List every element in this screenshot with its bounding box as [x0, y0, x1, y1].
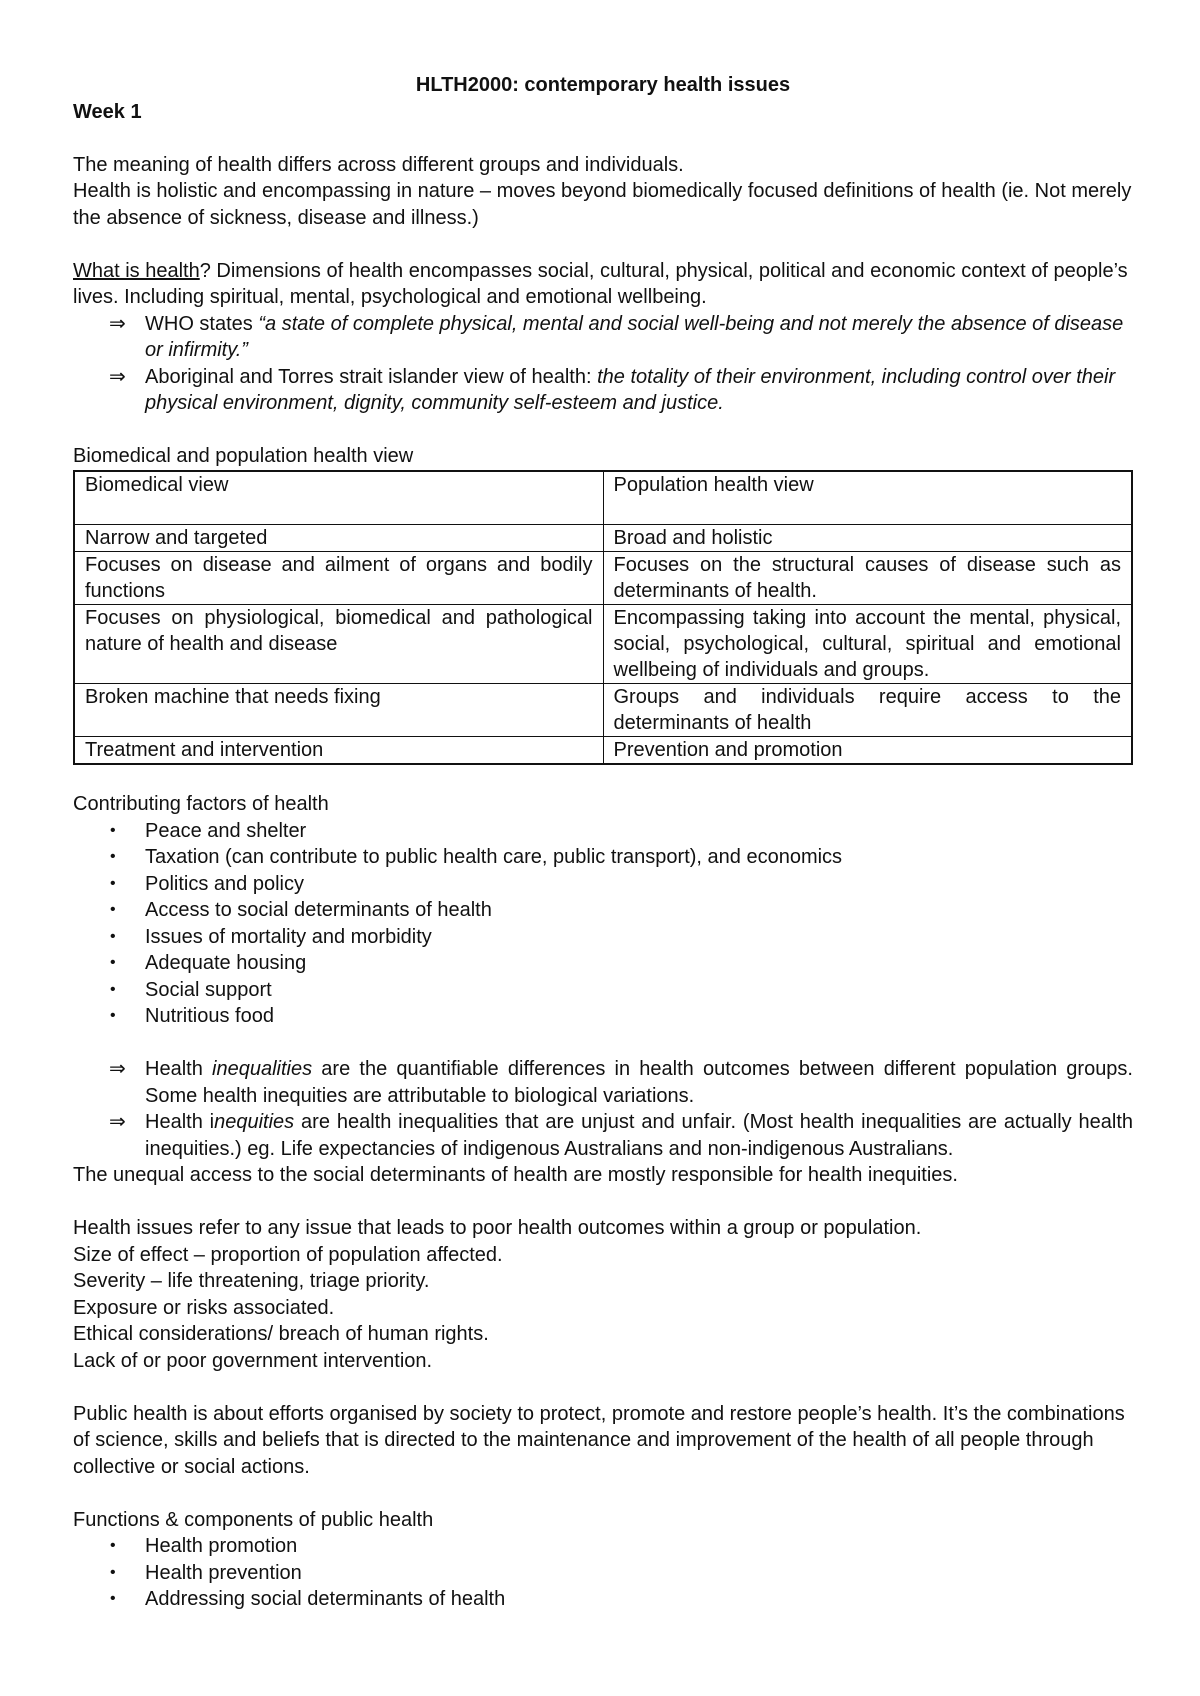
contributing-list	[73, 818, 1133, 1030]
table-cell: Prevention and promotion	[603, 736, 1132, 764]
document-page	[73, 72, 1133, 1613]
functions-heading: Functions & components of public health	[73, 1508, 434, 1531]
document-title: HLTH2000: contemporary health issues	[415, 74, 791, 96]
arrow-icon: ⇒	[109, 1058, 126, 1080]
what-is-health-link[interactable]: What is health	[73, 259, 200, 282]
bullet-icon: •	[110, 954, 116, 971]
issues-line: Lack of or poor government intervention.	[73, 1349, 433, 1372]
bullet-icon: •	[110, 901, 116, 918]
who-quote: “a state of complete physical, mental and social well-being and not merely the absence of disease or infirmity.”	[145, 312, 1124, 361]
arrow-icon: ⇒	[109, 1111, 126, 1133]
public-health-paragraph: Public health is about efforts organised by society to protect, promote and restore people’s health. It’s the combinations of science, skills and beliefs that is directed to the maintenance and improvement of the health of all people through collective or social actions.	[73, 1402, 1125, 1478]
inequities-definition: ⇒ Health inequities are health inequalities that are unjust and unfair. (Most health inequalities are actually health inequities.) eg. Life expectancies of indigenous Australians and non-indigenous Australians.	[109, 1111, 1133, 1160]
bullet-icon: •	[110, 1590, 116, 1607]
table-cell: Encompassing taking into account the mental, physical, social, psychological, cultural, spiritual and emotional wellbeing of individuals and groups.	[603, 604, 1132, 683]
bullet-icon: •	[110, 874, 116, 892]
list-item: • Taxation (can contribute to public health care, public transport), and economics	[73, 844, 1133, 871]
what-is-health-paragraph	[73, 258, 1133, 311]
table-header-row	[74, 471, 1132, 525]
week-heading: Week 1	[73, 100, 142, 123]
list-item: • Issues of mortality and morbidity	[73, 924, 1133, 951]
who-definition: ⇒ WHO states “a state of complete physical, mental and social well-being and not merely the absence of disease or infirmity.”	[109, 312, 1124, 361]
issues-line: Exposure or risks associated.	[73, 1296, 335, 1319]
bullet-icon: •	[110, 927, 116, 945]
list-item: • Social support	[73, 977, 1133, 1004]
list-item: • Health promotion	[73, 1533, 1133, 1560]
table-cell: Broad and holistic	[603, 524, 1132, 551]
table-cell: Focuses on the structural causes of disease such as determinants of health.	[603, 551, 1132, 604]
table-row	[74, 604, 1132, 683]
table-row	[74, 683, 1132, 736]
bullet-icon: •	[110, 1563, 116, 1581]
table-header-cell: Biomedical view	[74, 471, 603, 525]
arrow-icon: ⇒	[109, 365, 126, 388]
issues-line: Size of effect – proportion of population affected.	[73, 1243, 503, 1266]
atsi-definition: ⇒ Aboriginal and Torres strait islander view of health: the totality of their environment, including control over their physical environment, dignity, community self-esteem and justice.	[109, 365, 1116, 414]
table-cell: Broken machine that needs fixing	[74, 683, 603, 736]
inequities-summary: The unequal access to the social determinants of health are mostly responsible for health inequities.	[73, 1164, 958, 1186]
table-caption: Biomedical and population health view	[73, 445, 414, 467]
bullet-icon: •	[110, 1007, 116, 1024]
table-row	[74, 524, 1132, 551]
bullet-icon: •	[110, 848, 116, 865]
health-view-table	[73, 470, 1133, 765]
list-item: • Nutritious food	[73, 1003, 1133, 1030]
list-item: • Politics and policy	[73, 871, 1133, 898]
intro-line-2: Health is holistic and encompassing in nature – moves beyond biomedically focused definitions of health (ie. Not merely the absence of sickness, disease and illness.)	[73, 180, 1132, 229]
table-row	[74, 736, 1132, 764]
issues-line: Severity – life threatening, triage priority.	[73, 1270, 430, 1292]
inequalities-definition: ⇒ Health inequalities are the quantifiable differences in health outcomes between different population groups. Some health inequities are attributable to biological variations.	[109, 1058, 1133, 1107]
intro-line-1: The meaning of health differs across different groups and individuals.	[73, 153, 684, 176]
bullet-icon: •	[110, 980, 116, 998]
table-row	[74, 551, 1132, 604]
functions-list	[73, 1533, 1133, 1613]
health-definitions-list	[73, 311, 1133, 417]
table-cell: Groups and individuals require access to the determinants of health	[603, 683, 1132, 736]
issues-line: Ethical considerations/ breach of human rights.	[73, 1323, 489, 1345]
table-cell: Focuses on disease and ailment of organs and bodily functions	[74, 551, 603, 604]
inequalities-list	[73, 1056, 1133, 1162]
table-cell: Focuses on physiological, biomedical and pathological nature of health and disease	[74, 604, 603, 683]
table-header-cell: Population health view	[603, 471, 1132, 525]
what-is-health-text: ? Dimensions of health encompasses social, cultural, physical, political and economic context of people’s lives. Including spiritual, mental, psychological and emotional wellbeing.	[73, 259, 1128, 308]
list-item: • Adequate housing	[73, 950, 1133, 977]
list-item: • Peace and shelter	[73, 818, 1133, 845]
list-item: • Addressing social determinants of health	[73, 1586, 1133, 1613]
bullet-icon: •	[110, 821, 116, 839]
issues-line: Health issues refer to any issue that leads to poor health outcomes within a group or population.	[73, 1217, 922, 1239]
table-cell: Narrow and targeted	[74, 524, 603, 551]
list-item: • Access to social determinants of health	[73, 897, 1133, 924]
arrow-icon: ⇒	[109, 312, 126, 335]
contributing-heading: Contributing factors of health	[73, 793, 329, 815]
bullet-icon: •	[110, 1537, 116, 1554]
atsi-quote: the totality of their environment, including control over their physical environment, dignity, community self-esteem and justice.	[145, 365, 1116, 414]
list-item: • Health prevention	[73, 1560, 1133, 1587]
table-cell: Treatment and intervention	[74, 736, 603, 764]
